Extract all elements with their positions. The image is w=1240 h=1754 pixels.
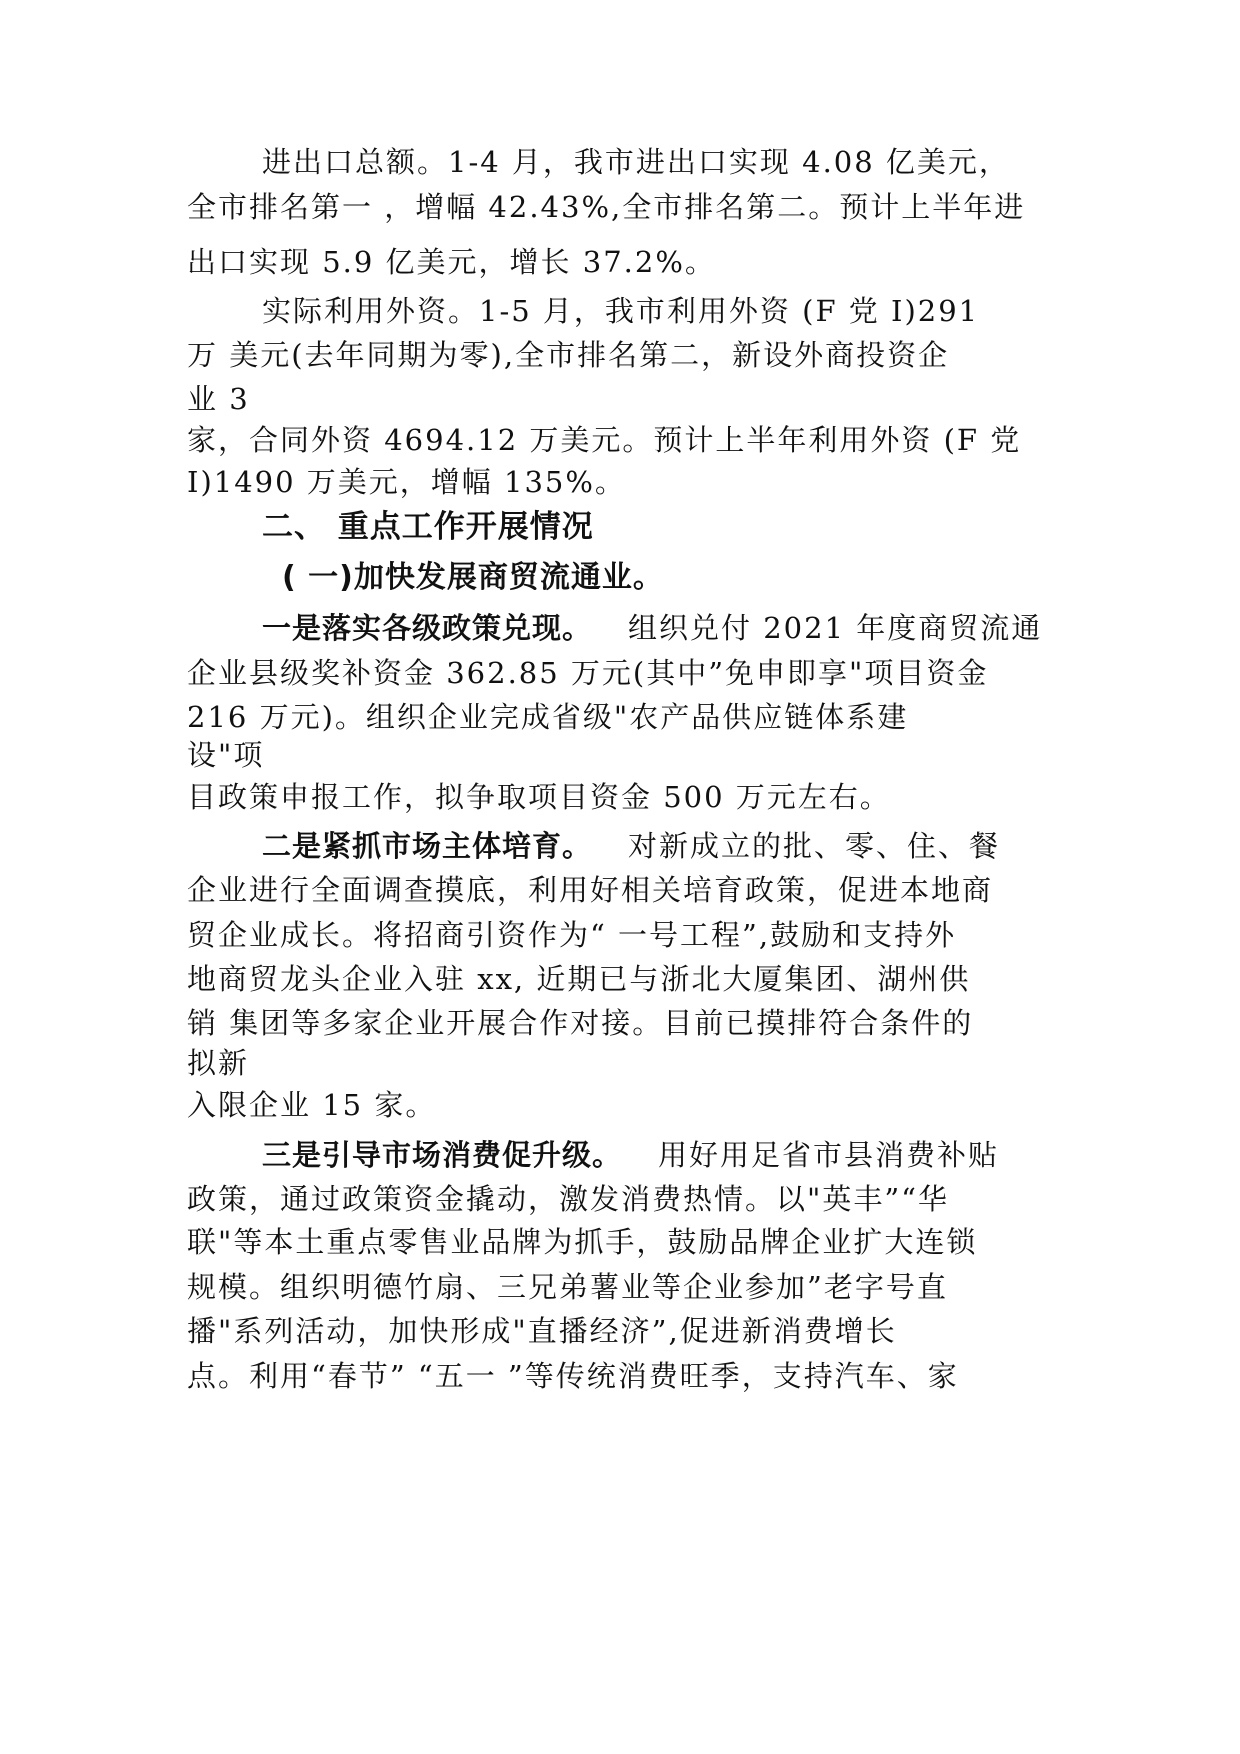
investment-line-5: I)1490 万美元，增幅 135%。: [187, 465, 626, 499]
policy-lead: 一是落实各级政策兑现。: [262, 611, 593, 645]
consumption-line-5: 播"系列活动，加快形成"直播经济”,促进新消费增长: [187, 1314, 897, 1348]
cultivation-line-7: 入限企业 15 家。: [187, 1088, 437, 1122]
policy-line-2: 企业县级奖补资金 362.85 万元(其中”免申即享"项目资金: [187, 656, 989, 690]
cultivation-line-3: 贸企业成长。将招商引资作为“ 一号工程”,鼓励和支持外: [187, 918, 957, 952]
cultivation-line-2: 企业进行全面调查摸底，利用好相关培育政策，促进本地商: [187, 873, 994, 907]
consumption-lead: 三是引导市场消费促升级。: [262, 1138, 623, 1172]
trade-line-1: 进出口总额。1-4 月，我市进出口实现 4.08 亿美元，: [262, 145, 1010, 179]
cultivation-lead: 二是紧抓市场主体培育。: [262, 829, 593, 863]
consumption-line-3: 联"等本土重点零售业品牌为抓手，鼓励品牌企业扩大连锁: [187, 1225, 978, 1259]
investment-line-2: 万 美元(去年同期为零),全市排名第二，新设外商投资企: [187, 338, 950, 372]
cultivation-line-5: 销 集团等多家企业开展合作对接。目前已摸排符合条件的: [187, 1006, 974, 1040]
cultivation-line-4: 地商贸龙头企业入驻 xx, 近期已与浙北大厦集团、湖州供: [187, 962, 971, 996]
cultivation-first-text: 对新成立的批、零、住、餐: [628, 829, 1001, 863]
consumption-line-2: 政策，通过政策资金撬动，激发消费热情。以"英丰”“华: [187, 1182, 949, 1216]
cultivation-line-6: 拟新: [187, 1046, 250, 1080]
trade-line-3: 出口实现 5.9 亿美元，增长 37.2%。: [187, 245, 716, 279]
consumption-first-text: 用好用足省市县消费补贴: [658, 1138, 1000, 1172]
investment-line-4: 家，合同外资 4694.12 万美元。预计上半年利用外资 (F 党: [187, 423, 1022, 457]
investment-line-1: 实际利用外资。1-5 月，我市利用外资 (F 党 I)291: [262, 294, 980, 328]
subsection-heading: ( 一)加快发展商贸流通业。: [282, 560, 664, 595]
consumption-line-4: 规模。组织明德竹扇、三兄弟薯业等企业参加”老字号直: [187, 1270, 948, 1304]
policy-line-4: 设"项: [187, 738, 265, 772]
consumption-line-6: 点。利用“春节” “五一 ”等传统消费旺季，支持汽车、家: [187, 1359, 959, 1393]
section-heading: 二、 重点工作开展情况: [262, 509, 594, 545]
policy-line-1: [262, 611, 1043, 645]
investment-line-3: 业 3: [187, 382, 250, 416]
cultivation-line-1: [262, 829, 1001, 863]
consumption-line-1: [262, 1138, 1000, 1172]
trade-line-2: 全市排名第一 ，增幅 42.43%,全市排名第二。预计上半年进: [187, 190, 1026, 224]
policy-line-5: 目政策申报工作，拟争取项目资金 500 万元左右。: [187, 780, 891, 814]
policy-first-text: 组织兑付 2021 年度商贸流通: [628, 611, 1043, 645]
policy-line-3: 216 万元)。组织企业完成省级"农产品供应链体系建: [187, 700, 909, 734]
